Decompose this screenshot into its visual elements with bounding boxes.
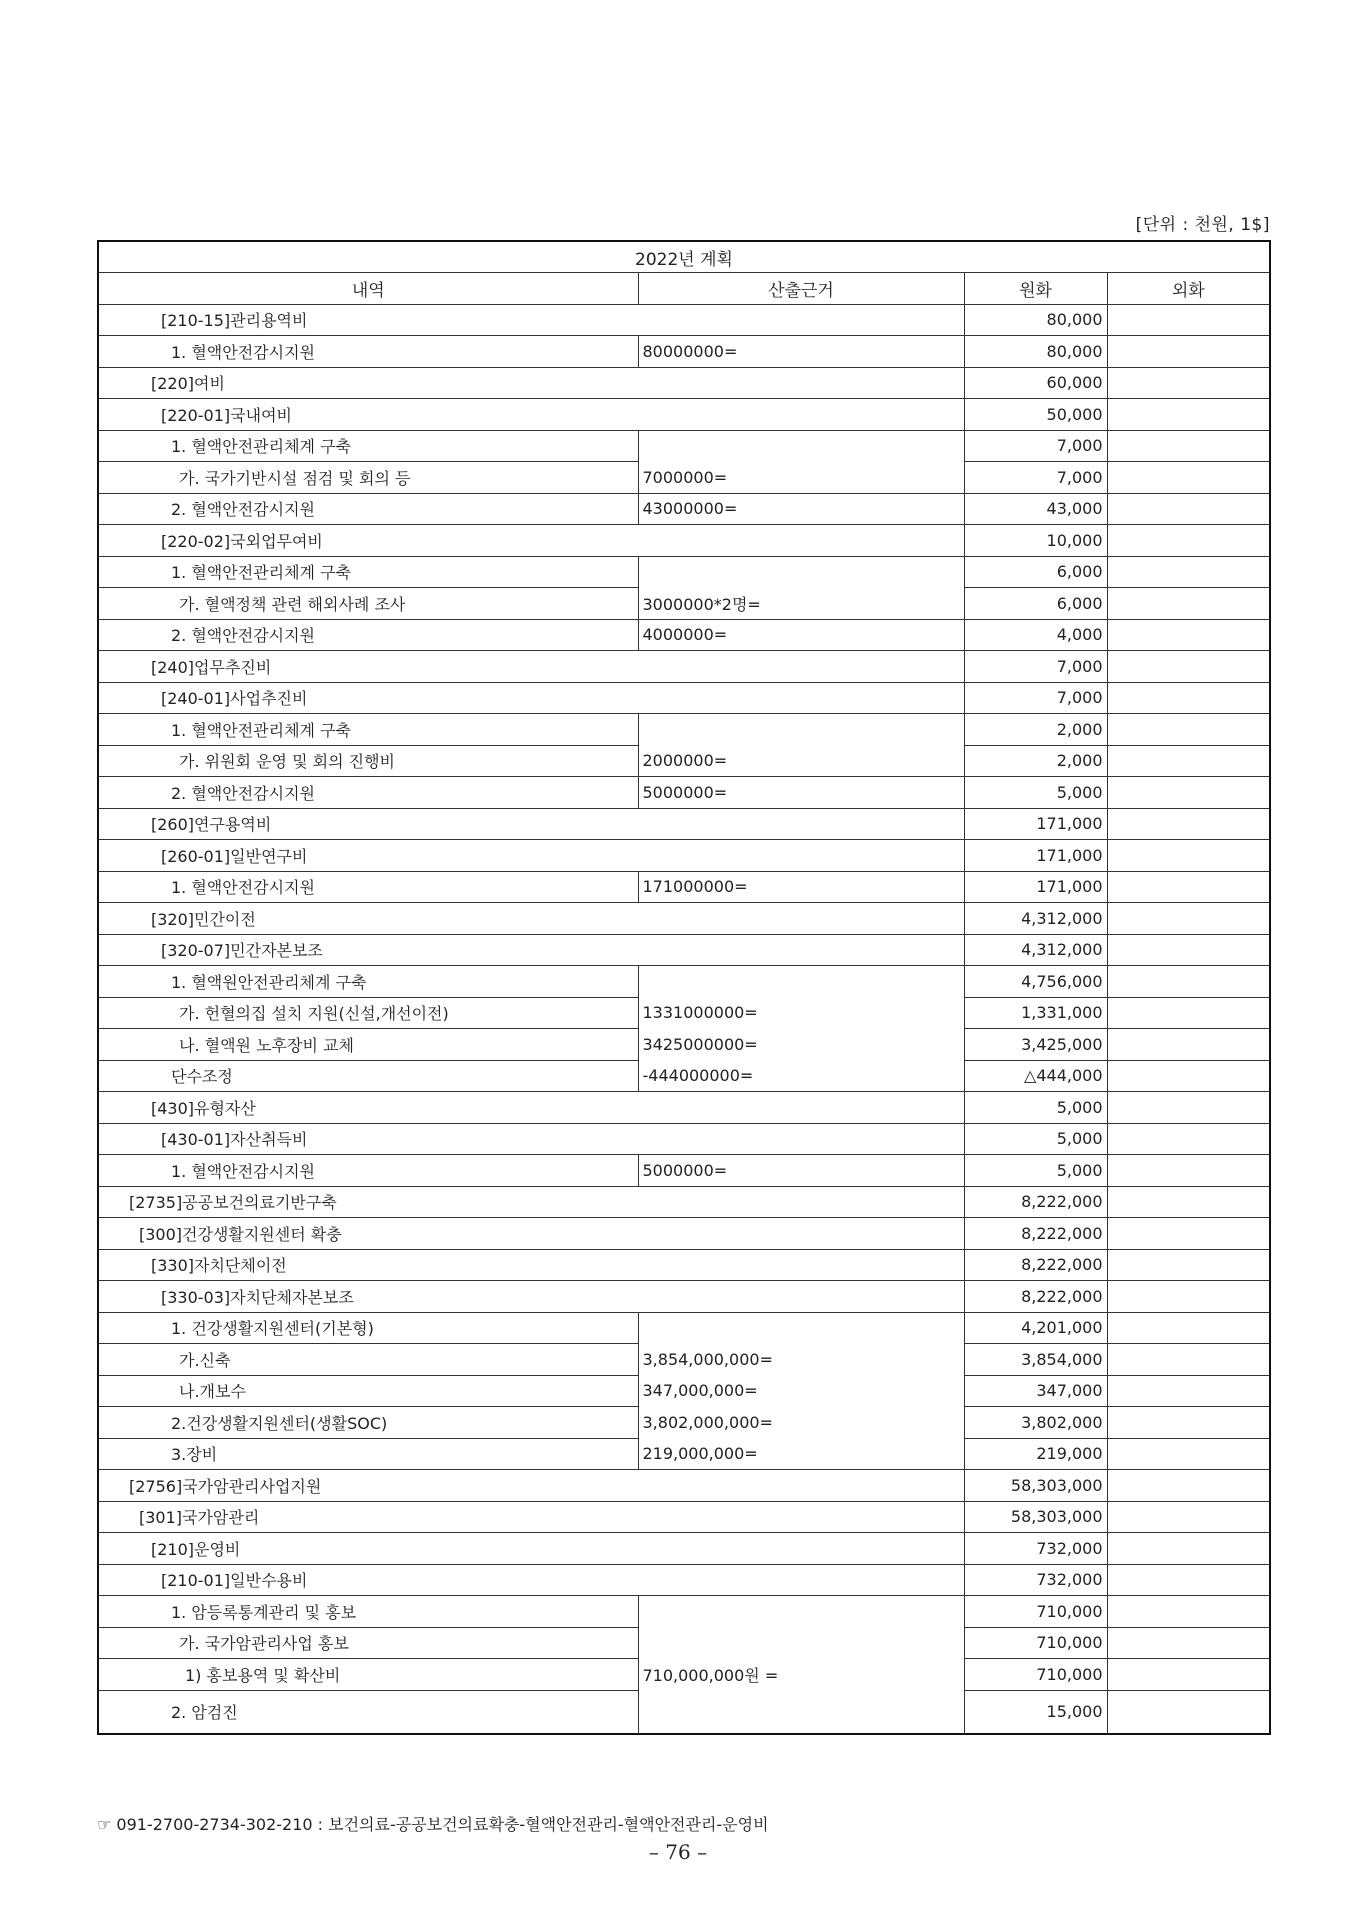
row-item: 1. 혈액안전감시지원 xyxy=(98,871,638,903)
row-foreign xyxy=(1107,304,1270,336)
row-item: [210-01]일반수용비 xyxy=(98,1564,964,1596)
table-row xyxy=(98,1533,1270,1565)
row-basis: 5000000= xyxy=(638,1155,964,1187)
row-krw: 710,000 xyxy=(964,1659,1107,1691)
row-krw: 58,303,000 xyxy=(964,1470,1107,1502)
row-foreign xyxy=(1107,1186,1270,1218)
row-basis: 5000000= xyxy=(638,777,964,809)
table-row xyxy=(98,745,1270,777)
row-item: [430-01]자산취득비 xyxy=(98,1123,964,1155)
row-foreign xyxy=(1107,808,1270,840)
row-item: [330-03]자치단체자본보조 xyxy=(98,1281,964,1313)
row-krw: 7,000 xyxy=(964,651,1107,683)
row-krw: 732,000 xyxy=(964,1564,1107,1596)
row-krw: 3,854,000 xyxy=(964,1344,1107,1376)
row-krw: 60,000 xyxy=(964,367,1107,399)
row-krw: 710,000 xyxy=(964,1627,1107,1659)
table-row xyxy=(98,1249,1270,1281)
row-foreign xyxy=(1107,871,1270,903)
row-item: 1. 혈액안전감시지원 xyxy=(98,1155,638,1187)
row-item: 2. 혈액안전감시지원 xyxy=(98,493,638,525)
row-item: [2735]공공보건의료기반구축 xyxy=(98,1186,964,1218)
row-foreign xyxy=(1107,430,1270,462)
row-basis: 219,000,000= xyxy=(638,1438,964,1470)
row-krw: 5,000 xyxy=(964,1155,1107,1187)
row-foreign xyxy=(1107,1344,1270,1376)
row-item: 가. 국가암관리사업 홍보 xyxy=(98,1627,638,1659)
row-krw: 5,000 xyxy=(964,777,1107,809)
table-row xyxy=(98,1060,1270,1092)
row-krw: 710,000 xyxy=(964,1596,1107,1628)
row-foreign xyxy=(1107,493,1270,525)
table-row xyxy=(98,1596,1270,1628)
row-krw: 171,000 xyxy=(964,871,1107,903)
row-foreign xyxy=(1107,777,1270,809)
row-basis: 347,000,000= xyxy=(638,1375,964,1407)
table-row xyxy=(98,966,1270,998)
row-item: 1. 혈액안전관리체계 구축 xyxy=(98,556,638,588)
table-row xyxy=(98,934,1270,966)
table-row xyxy=(98,871,1270,903)
row-item: [220]여비 xyxy=(98,367,964,399)
row-item: 1. 건강생활지원센터(기본형) xyxy=(98,1312,638,1344)
row-item: 나. 혈액원 노후장비 교체 xyxy=(98,1029,638,1061)
row-krw: 171,000 xyxy=(964,840,1107,872)
table-row xyxy=(98,1218,1270,1250)
row-foreign xyxy=(1107,1438,1270,1470)
row-krw: 3,425,000 xyxy=(964,1029,1107,1061)
row-item: [210-15]관리용역비 xyxy=(98,304,964,336)
row-item: 단수조정 xyxy=(98,1060,638,1092)
table-row xyxy=(98,1281,1270,1313)
row-foreign xyxy=(1107,399,1270,431)
row-krw: 2,000 xyxy=(964,745,1107,777)
row-item: 2. 혈액안전감시지원 xyxy=(98,777,638,809)
row-item: 1. 암등록통계관리 및 홍보 xyxy=(98,1596,638,1628)
row-foreign xyxy=(1107,1249,1270,1281)
table-row xyxy=(98,1375,1270,1407)
unit-label: [단위 : 천원, 1$] xyxy=(1135,215,1270,235)
row-foreign xyxy=(1107,1123,1270,1155)
row-item: 1. 혈액원안전관리체계 구축 xyxy=(98,966,638,998)
table-row xyxy=(98,525,1270,557)
row-item: [320]민간이전 xyxy=(98,903,964,935)
row-foreign xyxy=(1107,1375,1270,1407)
table-row xyxy=(98,556,1270,588)
row-basis: 2000000= xyxy=(638,745,964,777)
row-basis: 1331000000= xyxy=(638,997,964,1029)
row-basis: 80000000= xyxy=(638,336,964,368)
table-row xyxy=(98,336,1270,368)
table-row xyxy=(98,777,1270,809)
row-foreign xyxy=(1107,556,1270,588)
row-krw: 58,303,000 xyxy=(964,1501,1107,1533)
table-row xyxy=(98,1564,1270,1596)
row-item: [430]유형자산 xyxy=(98,1092,964,1124)
row-item: [260-01]일반연구비 xyxy=(98,840,964,872)
row-basis: 171000000= xyxy=(638,871,964,903)
row-krw: 7,000 xyxy=(964,462,1107,494)
table-row xyxy=(98,588,1270,620)
row-krw: 80,000 xyxy=(964,336,1107,368)
table-row xyxy=(98,714,1270,746)
row-krw: 50,000 xyxy=(964,399,1107,431)
table-row xyxy=(98,903,1270,935)
row-foreign xyxy=(1107,1564,1270,1596)
row-item: 2.건강생활지원센터(생활SOC) xyxy=(98,1407,638,1439)
table-row xyxy=(98,1312,1270,1344)
row-foreign xyxy=(1107,1281,1270,1313)
table-row xyxy=(98,997,1270,1029)
row-krw: 219,000 xyxy=(964,1438,1107,1470)
table-row xyxy=(98,1501,1270,1533)
table-row xyxy=(98,1407,1270,1439)
table-row xyxy=(98,493,1270,525)
row-item: [301]국가암관리 xyxy=(98,1501,964,1533)
row-basis: -444000000= xyxy=(638,1060,964,1092)
row-item: 2. 혈액안전감시지원 xyxy=(98,619,638,651)
page-number: – 76 – xyxy=(648,1840,708,1864)
row-basis xyxy=(638,1596,964,1628)
row-krw: 1,331,000 xyxy=(964,997,1107,1029)
table-row xyxy=(98,1123,1270,1155)
table-row xyxy=(98,399,1270,431)
table-row xyxy=(98,1470,1270,1502)
row-item: 3.장비 xyxy=(98,1438,638,1470)
row-krw: 5,000 xyxy=(964,1092,1107,1124)
header-foreign: 외화 xyxy=(1107,273,1270,305)
row-foreign xyxy=(1107,1659,1270,1691)
row-item: 1. 혈액안전관리체계 구축 xyxy=(98,714,638,746)
row-foreign xyxy=(1107,651,1270,683)
row-foreign xyxy=(1107,1155,1270,1187)
row-krw: 43,000 xyxy=(964,493,1107,525)
row-foreign xyxy=(1107,1029,1270,1061)
table-row xyxy=(98,1690,1270,1734)
row-basis: 710,000,000원 = xyxy=(638,1659,964,1691)
row-foreign xyxy=(1107,840,1270,872)
row-krw: 4,312,000 xyxy=(964,903,1107,935)
row-item: [260]연구용역비 xyxy=(98,808,964,840)
row-item: [300]건강생활지원센터 확충 xyxy=(98,1218,964,1250)
row-item: [2756]국가암관리사업지원 xyxy=(98,1470,964,1502)
row-basis: 3000000*2명= xyxy=(638,588,964,620)
row-krw: 8,222,000 xyxy=(964,1218,1107,1250)
row-item: [320-07]민간자본보조 xyxy=(98,934,964,966)
row-foreign xyxy=(1107,903,1270,935)
row-krw: 4,000 xyxy=(964,619,1107,651)
header-item: 내역 xyxy=(98,273,638,305)
row-krw: 4,756,000 xyxy=(964,966,1107,998)
row-krw: 15,000 xyxy=(964,1690,1107,1734)
table-row xyxy=(98,1155,1270,1187)
row-foreign xyxy=(1107,1690,1270,1734)
row-foreign xyxy=(1107,1501,1270,1533)
header-krw: 원화 xyxy=(964,273,1107,305)
row-foreign xyxy=(1107,745,1270,777)
row-foreign xyxy=(1107,1407,1270,1439)
row-basis: 43000000= xyxy=(638,493,964,525)
row-item: [330]자치단체이전 xyxy=(98,1249,964,1281)
table-row xyxy=(98,304,1270,336)
row-basis xyxy=(638,1627,964,1659)
row-item: [240]업무추진비 xyxy=(98,651,964,683)
budget-table xyxy=(97,240,1271,1735)
row-item: 1) 홍보용역 및 확산비 xyxy=(98,1659,638,1691)
row-krw: 6,000 xyxy=(964,556,1107,588)
row-item: 2. 암검진 xyxy=(98,1690,638,1734)
row-foreign xyxy=(1107,1533,1270,1565)
table-row xyxy=(98,651,1270,683)
row-foreign xyxy=(1107,462,1270,494)
row-foreign xyxy=(1107,367,1270,399)
row-item: [220-01]국내여비 xyxy=(98,399,964,431)
row-basis: 3,854,000,000= xyxy=(638,1344,964,1376)
row-item: 가. 위원회 운영 및 회의 진행비 xyxy=(98,745,638,777)
row-krw: 2,000 xyxy=(964,714,1107,746)
row-foreign xyxy=(1107,1596,1270,1628)
table-row xyxy=(98,1029,1270,1061)
row-foreign xyxy=(1107,1060,1270,1092)
row-basis xyxy=(638,556,964,588)
row-foreign xyxy=(1107,1627,1270,1659)
row-item: 나.개보수 xyxy=(98,1375,638,1407)
row-krw: 171,000 xyxy=(964,808,1107,840)
row-item: 가. 헌혈의집 설치 지원(신설,개선이전) xyxy=(98,997,638,1029)
row-basis xyxy=(638,1312,964,1344)
row-foreign xyxy=(1107,336,1270,368)
row-foreign xyxy=(1107,1312,1270,1344)
row-foreign xyxy=(1107,1470,1270,1502)
row-basis xyxy=(638,966,964,998)
row-foreign xyxy=(1107,682,1270,714)
row-krw: 4,312,000 xyxy=(964,934,1107,966)
table-row xyxy=(98,840,1270,872)
row-krw: 3,802,000 xyxy=(964,1407,1107,1439)
plan-title: 2022년 계획 xyxy=(98,241,1270,273)
row-krw: 6,000 xyxy=(964,588,1107,620)
row-basis: 3,802,000,000= xyxy=(638,1407,964,1439)
table-row xyxy=(98,808,1270,840)
row-item: [220-02]국외업무여비 xyxy=(98,525,964,557)
row-krw: 7,000 xyxy=(964,430,1107,462)
table-body xyxy=(98,304,1270,1734)
row-foreign xyxy=(1107,714,1270,746)
row-krw: 732,000 xyxy=(964,1533,1107,1565)
row-foreign xyxy=(1107,1218,1270,1250)
table-row xyxy=(98,619,1270,651)
header-basis: 산출근거 xyxy=(638,273,964,305)
row-foreign xyxy=(1107,934,1270,966)
row-item: 가. 국가기반시설 점검 및 회의 등 xyxy=(98,462,638,494)
row-basis: 3425000000= xyxy=(638,1029,964,1061)
row-basis: 4000000= xyxy=(638,619,964,651)
row-foreign xyxy=(1107,619,1270,651)
table-row xyxy=(98,1659,1270,1691)
row-item: [240-01]사업추진비 xyxy=(98,682,964,714)
row-krw: △444,000 xyxy=(964,1060,1107,1092)
row-krw: 7,000 xyxy=(964,682,1107,714)
row-krw: 10,000 xyxy=(964,525,1107,557)
row-item: [210]운영비 xyxy=(98,1533,964,1565)
row-foreign xyxy=(1107,525,1270,557)
row-krw: 8,222,000 xyxy=(964,1281,1107,1313)
row-item: 가.신축 xyxy=(98,1344,638,1376)
row-basis xyxy=(638,1690,964,1734)
table-row xyxy=(98,367,1270,399)
row-basis xyxy=(638,430,964,462)
row-foreign xyxy=(1107,997,1270,1029)
row-item: 1. 혈액안전관리체계 구축 xyxy=(98,430,638,462)
table-row xyxy=(98,1438,1270,1470)
row-krw: 8,222,000 xyxy=(964,1186,1107,1218)
row-foreign xyxy=(1107,1092,1270,1124)
row-basis: 7000000= xyxy=(638,462,964,494)
row-foreign xyxy=(1107,966,1270,998)
table-row xyxy=(98,430,1270,462)
row-foreign xyxy=(1107,588,1270,620)
row-krw: 4,201,000 xyxy=(964,1312,1107,1344)
table-row xyxy=(98,1092,1270,1124)
row-krw: 347,000 xyxy=(964,1375,1107,1407)
row-krw: 5,000 xyxy=(964,1123,1107,1155)
table-row xyxy=(98,1344,1270,1376)
row-krw: 80,000 xyxy=(964,304,1107,336)
row-item: 1. 혈액안전감시지원 xyxy=(98,336,638,368)
table-row xyxy=(98,1627,1270,1659)
row-basis xyxy=(638,714,964,746)
table-row xyxy=(98,682,1270,714)
row-krw: 8,222,000 xyxy=(964,1249,1107,1281)
table-row xyxy=(98,1186,1270,1218)
row-item: 가. 혈액정책 관련 해외사례 조사 xyxy=(98,588,638,620)
footnote: ☞ 091-2700-2734-302-210 : 보건의료-공공보건의료확충-혈액안전관리-혈액안전관리-운영비 xyxy=(97,1815,769,1834)
table-row xyxy=(98,462,1270,494)
